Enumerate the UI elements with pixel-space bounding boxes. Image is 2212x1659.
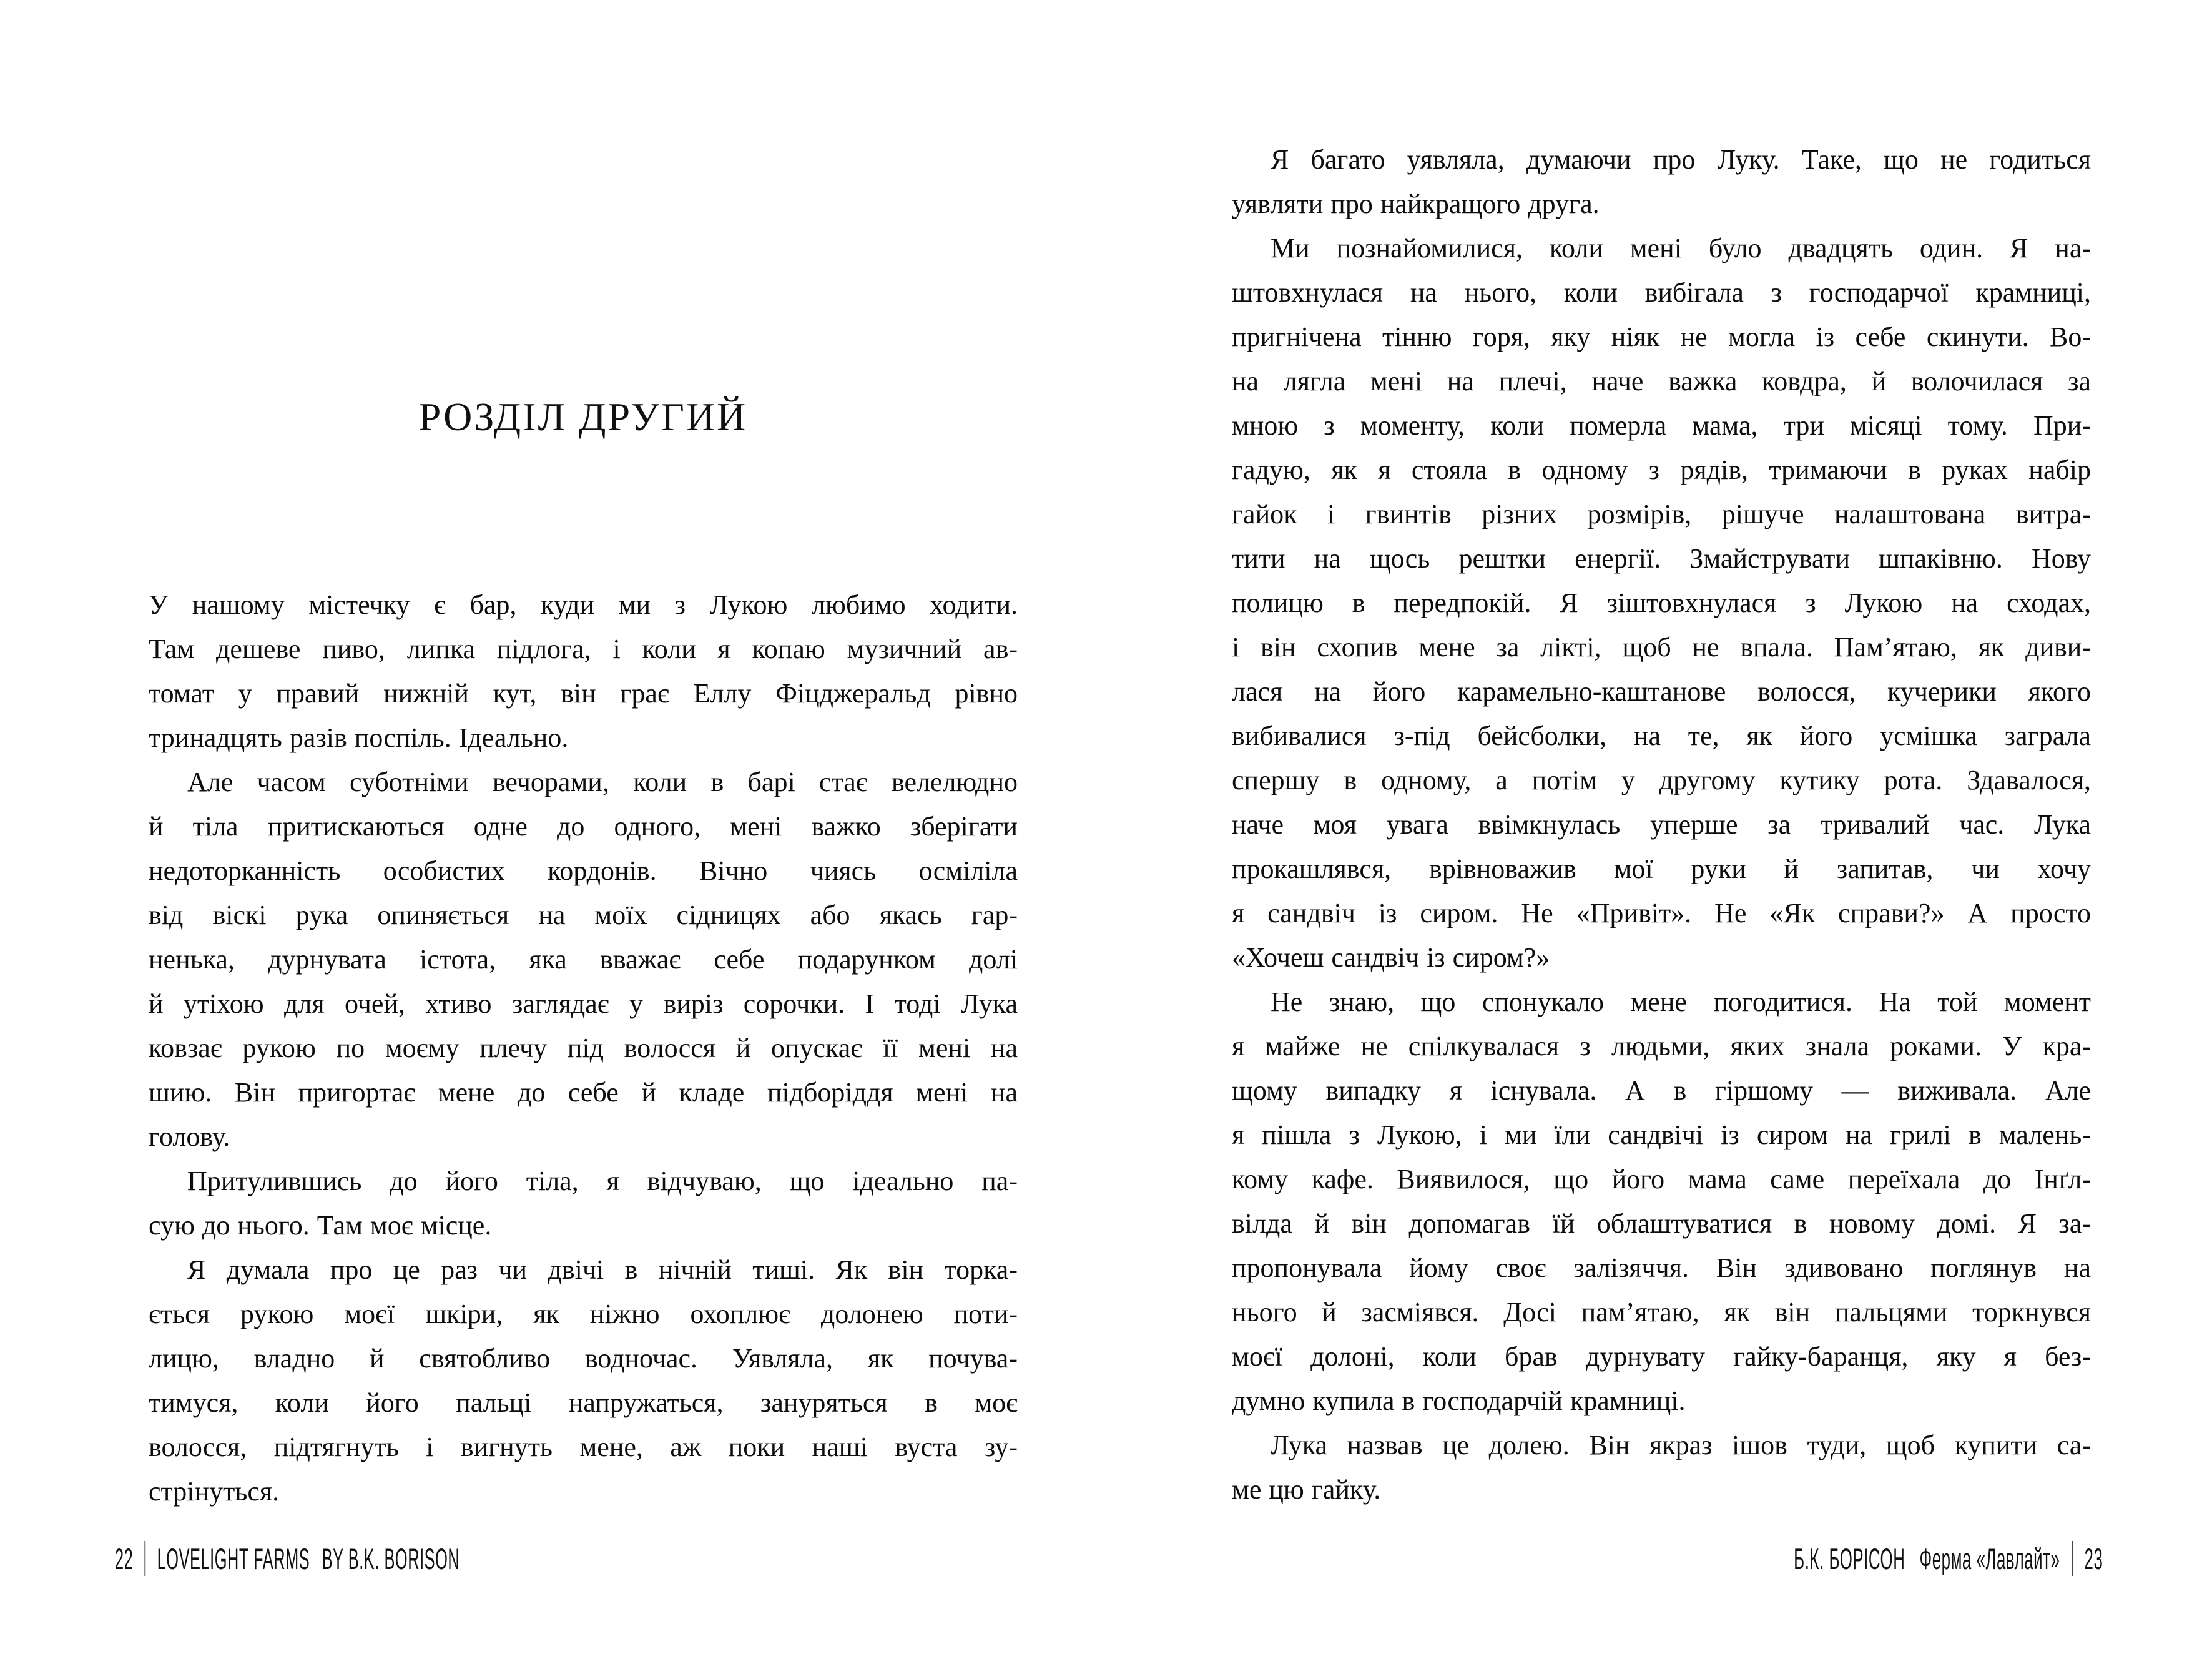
text-line: я майже не спілкувалася з людьми, яких знала роками. У кра- xyxy=(1232,1031,2091,1061)
text-line: ненька, дурнувата істота, яка вважає себе подарунком долі xyxy=(149,944,1018,975)
text-line: спершу в одному, а потім у другому кутику рота. Здавалося, xyxy=(1232,765,2091,795)
text-line: уявляти про найкращого друга. xyxy=(1232,189,1600,219)
text-line: мною з моменту, коли померла мама, три місяці тому. При- xyxy=(1232,410,2091,441)
text-line: прокашлявся, врівноважив мої руки й запитав, чи хочу xyxy=(1232,854,2091,884)
text-line: наче моя увага ввімкнулась уперше за тривалий час. Лука xyxy=(1232,809,2091,840)
text-line: гадую, як я стояла в одному з рядів, тримаючи в руках набір xyxy=(1232,455,2091,485)
text-line: від віскі рука опиняється на моїх сідницях або якась гар- xyxy=(149,900,1018,930)
footer-divider xyxy=(2072,1541,2073,1576)
left-footer xyxy=(115,1541,754,1576)
running-title-right: Ферма «Лавлайт» xyxy=(1919,1542,2060,1575)
text-line: стрінуться. xyxy=(149,1476,280,1507)
footer-divider xyxy=(145,1541,146,1576)
text-line: Не знаю, що спонукало мене погодитися. На той момент xyxy=(1271,987,2091,1017)
text-line: Я багато уявляла, думаючи про Луку. Таке, що не годиться xyxy=(1271,144,2091,175)
text-line: пропонувала йому своє залізяччя. Він здивовано поглянув на xyxy=(1232,1253,2091,1283)
text-line: У нашому містечку є бар, куди ми з Лукою любимо ходити. xyxy=(149,589,1018,620)
text-line: нього й засміявся. Досі пам’ятаю, як він пальцями торкнувся xyxy=(1232,1297,2091,1327)
text-line: Але часом суботніми вечорами, коли в барі стає велелюдно xyxy=(187,767,1018,797)
text-line: Там дешеве пиво, липка підлога, і коли я копаю музичний ав- xyxy=(149,634,1018,664)
text-line: Притулившись до його тіла, я відчуваю, що ідеально па- xyxy=(187,1166,1018,1196)
text-line: вибивалися з-під бейсболки, на те, як його усмішка заграла xyxy=(1232,721,2091,751)
chapter-heading: РОЗДІЛ ДРУГИЙ xyxy=(418,395,748,439)
text-line: Лука назвав це долею. Він якраз ішов туди, щоб купити са- xyxy=(1271,1430,2091,1460)
text-line: пригнічена тінню горя, яку ніяк не могла із себе скинути. Во- xyxy=(1232,322,2091,352)
text-line: ється рукою моєї шкіри, як ніжно охоплює долонею поти- xyxy=(149,1299,1018,1329)
text-line: полицю в передпокій. Я зіштовхнулася з Лукою на сходах, xyxy=(1232,588,2091,618)
text-line: вілда й він допомагав їй облаштуватися в новому домі. Я за- xyxy=(1232,1208,2091,1239)
text-line: сую до нього. Там моє місце. xyxy=(149,1210,492,1241)
text-line: гайок і гвинтів різних розмірів, рішуче налаштована витра- xyxy=(1232,499,2091,529)
text-line: Я думала про це раз чи двічі в нічній тиші. Як він торка- xyxy=(187,1254,1018,1285)
right-footer xyxy=(1541,1541,2103,1576)
text-line: щому випадку я існувала. А в гіршому — виживала. Але xyxy=(1232,1075,2091,1106)
text-line: я пішла з Лукою, і ми їли сандвічі із сиром на грилі в малень- xyxy=(1232,1120,2091,1150)
text-line: моєї долоні, коли брав дурнувату гайку-баранця, яку я без- xyxy=(1232,1341,2091,1372)
page-number-right: 23 xyxy=(2084,1542,2103,1575)
text-line: недоторканність особистих кордонів. Вічно чиясь осміліла xyxy=(149,855,1018,886)
left-text-column xyxy=(149,583,1018,1514)
text-line: ме цю гайку. xyxy=(1232,1474,1381,1505)
text-line: тринадцять разів поспіль. Ідеально. xyxy=(149,722,569,753)
running-author-right: Б.К. БОРІСОН xyxy=(1793,1542,1905,1575)
right-text-column xyxy=(1232,137,2091,1512)
text-line: тимуся, коли його пальці напружаться, зануряться в моє xyxy=(149,1387,1018,1418)
running-title-left: LOVELIGHT FARMS xyxy=(157,1542,310,1575)
text-line: Ми познайомилися, коли мені було двадцять один. Я на- xyxy=(1271,233,2091,263)
text-line: лася на його карамельно-каштанове волосся, кучерики якого xyxy=(1232,676,2091,707)
text-line: й тіла притискаються одне до одного, мені важко зберігати xyxy=(149,811,1018,842)
text-line: томат у правий нижній кут, він грає Еллу Фіцджеральд рівно xyxy=(149,678,1018,709)
text-line: й утіхою для очей, хтиво заглядає у виріз сорочки. І тоді Лука xyxy=(149,988,1018,1019)
text-line: голову. xyxy=(149,1121,230,1152)
text-line: шию. Він пригортає мене до себе й кладе підборіддя мені на xyxy=(149,1077,1018,1108)
page-number-left: 22 xyxy=(115,1542,134,1575)
text-line: штовхнулася на нього, коли вибігала з господарчої крамниці, xyxy=(1232,277,2091,308)
text-line: тити на щось рештки енергії. Змайструвати шпаківню. Нову xyxy=(1232,543,2091,574)
text-line: «Хочеш сандвіч із сиром?» xyxy=(1232,942,1550,973)
text-line: і він схопив мене за лікті, щоб не впала. Пам’ятаю, як диви- xyxy=(1232,632,2091,662)
text-line: ковзає рукою по моєму плечу під волосся й опускає її мені на xyxy=(149,1033,1018,1063)
text-line: на лягла мені на плечі, наче важка ковдра, й волочилася за xyxy=(1232,366,2091,396)
text-line: думно купила в господарчій крамниці. xyxy=(1232,1386,1686,1416)
text-line: волосся, підтягнуть і вигнуть мене, аж поки наші вуста зу- xyxy=(149,1432,1018,1462)
running-byline-left: BY B.K. BORISON xyxy=(322,1542,460,1575)
text-line: кому кафе. Виявилося, що його мама саме переїхала до Інґл- xyxy=(1232,1164,2091,1194)
text-line: лицю, владно й святобливо водночас. Уявляла, як почува- xyxy=(149,1343,1018,1374)
text-line: я сандвіч із сиром. Не «Привіт». Не «Як справи?» А просто xyxy=(1232,898,2091,928)
